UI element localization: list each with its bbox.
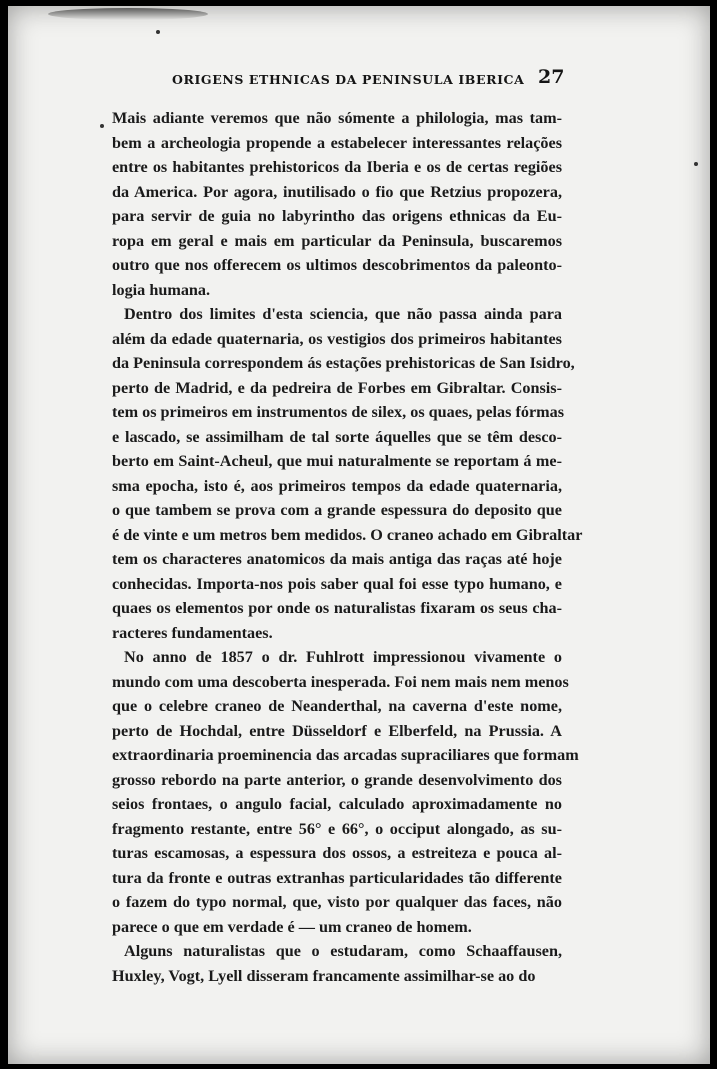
page-number: 27 — [538, 66, 565, 88]
text-line: tem os primeiros em instrumentos de silex, os quaes, pelas fórmas — [112, 403, 565, 421]
text-line: o fazem do typo normal, que, visto por qualquer das faces, não — [112, 893, 562, 911]
text-line: da Peninsula correspondem ás estações prehistoricas de San Isidro, — [112, 354, 575, 372]
text-line: Dentro dos limites d'esta sciencia, que não passa ainda para — [124, 305, 562, 323]
paragraph — [112, 106, 562, 302]
text-line: sma epocha, isto é, aos primeiros tempos da edade quaternaria, — [112, 476, 562, 495]
text-line: conhecidas. Importa-nos pois saber qual foi esse typo humano, e — [112, 574, 562, 593]
text-line: No anno de 1857 o dr. Fuhlrott impressionou vivamente o — [124, 648, 562, 666]
text-line: da America. Por agora, inutilisado o fio que Retzius propozera, — [112, 182, 562, 201]
text-line: racteres fundamentaes. — [112, 623, 273, 642]
text-line: bem a archeologia propende a estabelecer interessantes relações — [112, 133, 562, 152]
text-line: e lascado, se assimilham de tal sorte áquelles que se têm desco- — [112, 427, 562, 446]
running-title: ORIGENS ETHNICAS DA PENINSULA IBERICA — [172, 72, 525, 87]
page-header — [8, 64, 710, 94]
text-line: Mais adiante veremos que não sómente a philologia, mas tam- — [112, 109, 562, 127]
text-line: para servir de guia no labyrintho das origens ethnicas da Eu- — [112, 207, 562, 225]
text-line: turas escamosas, a espessura dos ossos, a estreiteza e pouca al- — [112, 844, 562, 862]
text-line: tura da fronte e outras extranhas particularidades tão differente — [112, 868, 562, 887]
text-line: fragmento restante, entre 56° e 66°, o occiput alongado, as su- — [112, 819, 562, 838]
paragraph — [112, 302, 583, 645]
body-text — [112, 106, 583, 988]
ink-speck — [694, 162, 698, 166]
text-line: perto de Hochdal, entre Düsseldorf e Elberfeld, na Prussia. A — [112, 721, 562, 740]
text-line: mundo com uma descoberta inesperada. Foi nem mais nem menos — [112, 672, 569, 691]
text-line: o que tambem se prova com a grande espessura do deposito que — [112, 501, 562, 519]
paragraph — [112, 939, 562, 988]
text-line: entre os habitantes prehistoricos da Iberia e os de certas regiões — [112, 158, 562, 176]
text-line: seios frontaes, o angulo facial, calculado aproximadamente no — [112, 795, 562, 813]
text-line: grosso rebordo na parte anterior, o grande desenvolvimento dos — [112, 770, 562, 789]
book-page — [8, 6, 710, 1064]
text-line: berto em Saint-Acheul, que mui naturalmente se reportam á me- — [112, 452, 562, 470]
text-line: Alguns naturalistas que o estudaram, como Schaaffausen, — [124, 942, 562, 960]
text-line: é de vinte e um metros bem medidos. O craneo achado em Gibraltar — [112, 525, 583, 544]
scan-shadow — [48, 8, 208, 20]
ink-speck — [156, 30, 160, 34]
text-line: que o celebre craneo de Neanderthal, na caverna d'este nome, — [112, 697, 562, 715]
text-line: além da edade quaternaria, os vestigios dos primeiros habitantes — [112, 329, 562, 348]
text-line: parece o que em verdade é — um craneo de homem. — [112, 917, 472, 936]
text-line: ropa em geral e mais em particular da Peninsula, buscaremos — [112, 231, 562, 250]
text-line: Huxley, Vogt, Lyell disseram francamente assimilhar-se ao do — [112, 966, 536, 985]
text-line: quaes os elementos por onde os naturalistas fixaram os seus cha- — [112, 599, 562, 617]
paragraph — [112, 645, 579, 939]
text-line: logia humana. — [112, 280, 211, 299]
text-line: outro que nos offerecem os ultimos descobrimentos da paleonto- — [112, 256, 562, 274]
text-line: tem os characteres anatomicos da mais antiga das raças até hoje — [112, 550, 562, 568]
ink-speck — [100, 124, 104, 128]
text-line: perto de Madrid, e da pedreira de Forbes em Gibraltar. Consis- — [112, 378, 562, 397]
text-line: extraordinaria proeminencia das arcadas supraciliares que formam — [112, 746, 579, 764]
